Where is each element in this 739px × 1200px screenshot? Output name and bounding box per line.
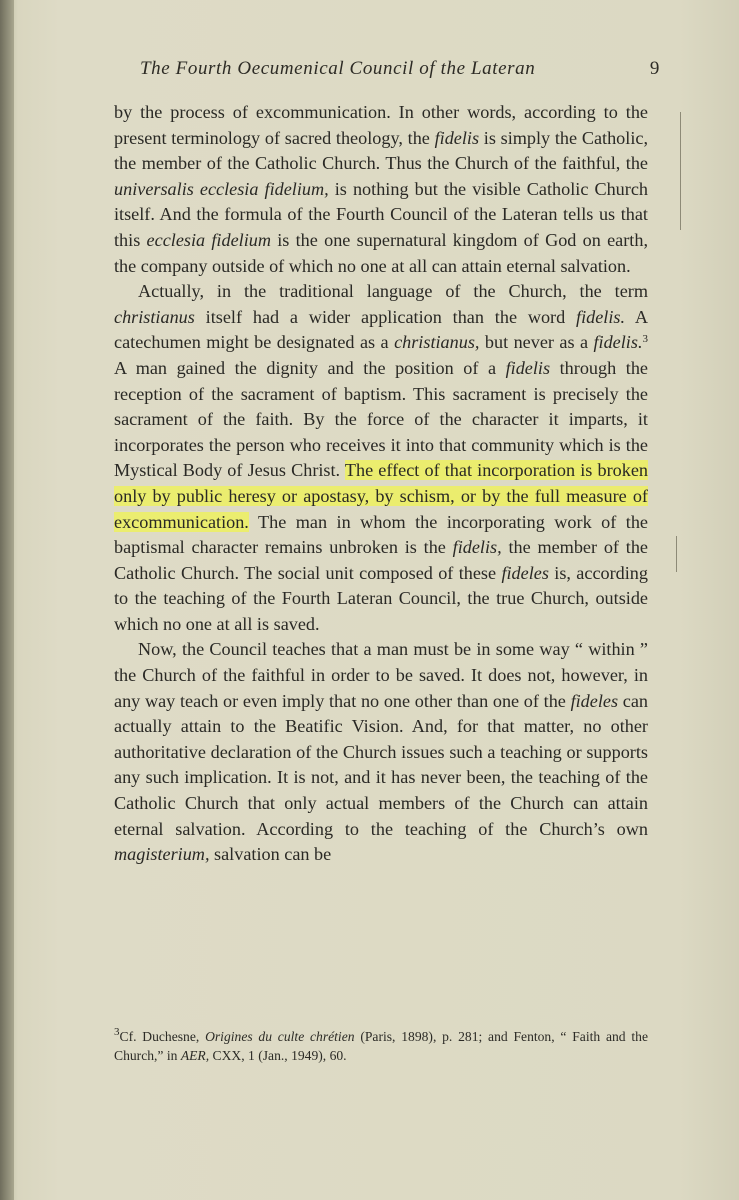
footnote (114, 1027, 648, 1065)
text-run: A catechumen might be designated as a (114, 306, 648, 353)
text-run: itself had a wider application than the word (194, 306, 577, 327)
text-run: Actually, in the traditional language of the Church, the term (138, 281, 648, 302)
text-run: by the process of excommunication. In other words, according to the present terminology of sacred theology, the (114, 102, 648, 148)
text-run: (Paris, 1898), p. 281; and Fenton, “ Faith and the Church,” in (114, 1029, 648, 1063)
paragraph-1 (114, 100, 648, 279)
italic-term: fideles (501, 562, 549, 583)
text-run: Cf. Duchesne, (119, 1029, 206, 1044)
italic-term: christianus, (394, 332, 480, 353)
page-number: 9 (649, 58, 660, 79)
footnote-reference: 3 (642, 333, 648, 346)
italic-term: universalis ecclesia fidelium, (114, 178, 329, 199)
italic-term: ecclesia fidelium (146, 229, 271, 250)
text-run: is, according to the teaching of the Fourth Lateran Council, the true Church, outside which no one at all is saved. (114, 562, 648, 634)
text-run: can actually attain to the Beatific Vision. And, for that matter, no other authoritative declaration of the Church issues such a teaching or supports any such implication. It is not, and it has never been, the teaching of the Catholic Church that only actual members of the Church can attain eternal salvation. According to the teaching of the Church’s own (114, 690, 648, 839)
paragraph-3 (114, 637, 648, 867)
highlighted-passage: The effect of that incorporation is broken only by public heresy or apostasy, by schism, or by the full measure of excommunication. (114, 460, 648, 532)
italic-term: fidelis. (576, 306, 626, 327)
running-header (140, 58, 660, 86)
text-run: is nothing but the visible Catholic Church itself. And the formula of the Fourth Council of the Lateran tells us that this (114, 178, 649, 250)
pencil-margin-mark (680, 112, 681, 230)
text-run: is the one supernatural kingdom of God on earth, the company outside of which no one at all can attain eternal salvation. (114, 229, 648, 276)
text-run: through the reception of the sacrament of baptism. This sacrament is precisely the sacrament of the faith. By the force of the character it imparts, it incorporates the person who receives it into that community which is the Mystical Body of Jesus Christ. (114, 357, 648, 481)
italic-term: fidelis (505, 357, 551, 378)
running-title: The Fourth Oecumenical Council of the Lateran (140, 58, 536, 79)
text-run: is simply the Catholic, the member of the Catholic Church. Thus the Church of the faithful, the (114, 127, 648, 174)
italic-term: christianus (114, 306, 195, 327)
page-body-text (114, 100, 648, 868)
italic-term: fidelis. (593, 332, 643, 353)
footnote-marker: 3 (114, 1026, 120, 1038)
italic-term: fidelis (434, 127, 480, 148)
text-run: but never as a (479, 332, 594, 353)
italic-term: fidelis, (452, 537, 502, 558)
book-spine-shadow (0, 0, 14, 1200)
text-run: The man in whom the incorporating work of the baptismal character remains unbroken is the (114, 511, 648, 558)
italic-title: Origines du culte chrétien (205, 1029, 355, 1044)
italic-term: fideles (570, 690, 619, 711)
text-run: A man gained the dignity and the position of a (114, 357, 506, 378)
text-run: CXX, 1 (Jan., 1949), 60. (209, 1048, 347, 1063)
text-run: salvation can be (209, 844, 332, 865)
paragraph-2 (114, 279, 648, 637)
pencil-margin-mark (676, 536, 677, 572)
text-run: the member of the Catholic Church. The social unit composed of these (114, 537, 648, 583)
italic-title: AER, (180, 1048, 210, 1063)
text-run: Now, the Council teaches that a man must be in some way “ within ” the Church of the faithful in order to be saved. It does not, however, in any way teach or even imply that no one other than one of the (114, 639, 648, 711)
italic-term: magisterium, (114, 844, 210, 865)
